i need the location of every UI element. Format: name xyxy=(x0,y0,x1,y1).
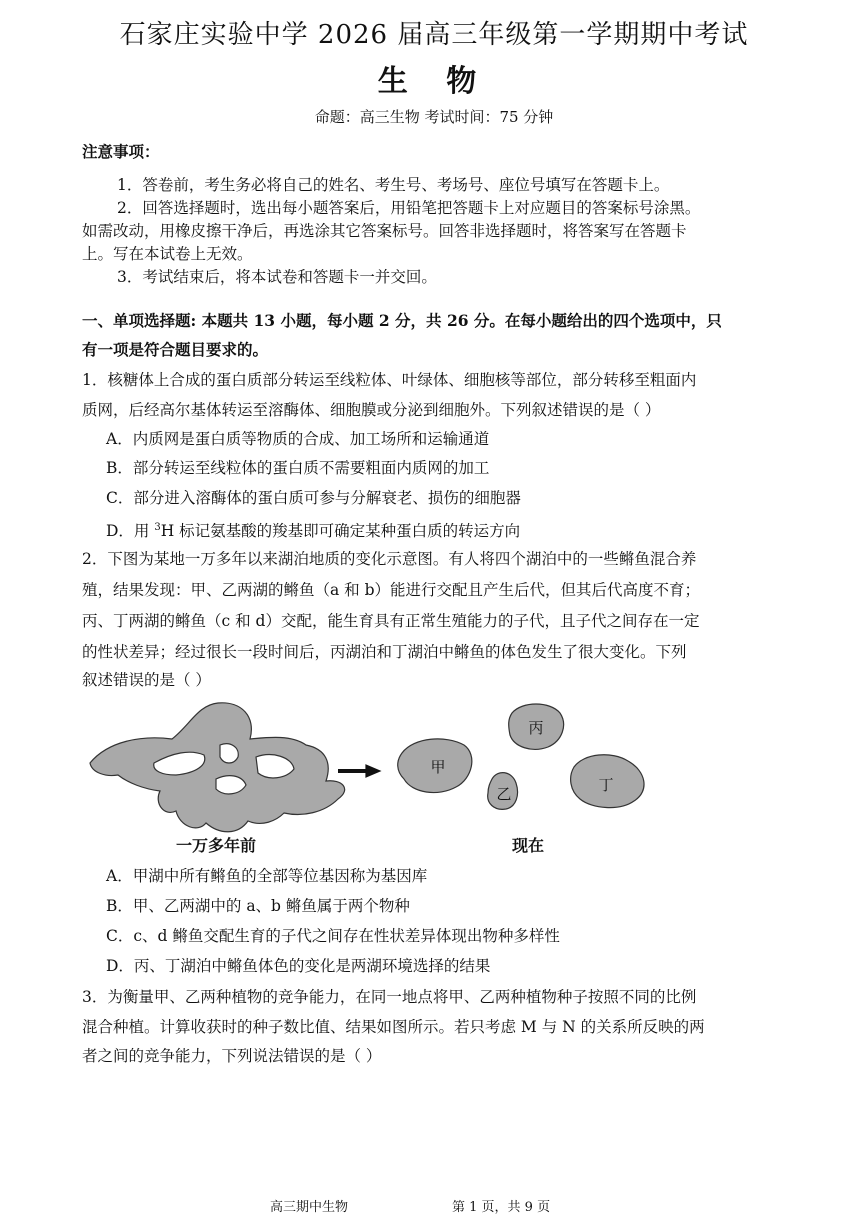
section-heading: 一、单项选择题: 本题共 13 小题，每小题 2 分，共 26 分。在每小题给出的四个选项中，只 xyxy=(82,311,722,330)
isotope-superscript: 3 xyxy=(154,522,161,533)
question-1-option-c: C．部分进入溶酶体的蛋白质可参与分解衰老、损伤的细胞器 xyxy=(106,489,521,507)
lake-jia-label: 甲 xyxy=(430,758,446,776)
question-2-stem-cont4: 叙述错误的是（ ） xyxy=(82,671,211,689)
lake-ding-label: 丁 xyxy=(598,776,614,794)
ancient-lake-island-2 xyxy=(220,744,238,763)
lake-bing-label: 丙 xyxy=(528,719,544,737)
question-2-option-c: C．c、d 鳉鱼交配生育的子代之间存在性状差异体现出物种多样性 xyxy=(106,927,560,945)
notice-item-3: 3．考试结束后，将本试卷和答题卡一并交回。 xyxy=(117,268,437,286)
section-heading-cont: 有一项是符合题目要求的。 xyxy=(82,340,269,359)
question-2-stem: 2．下图为某地一万多年以来湖泊地质的变化示意图。有人将四个湖泊中的一些鳉鱼混合养 xyxy=(82,550,697,568)
lake-diagram-svg xyxy=(80,695,680,865)
question-1-option-d xyxy=(106,516,520,543)
question-2-option-d: D．丙、丁湖泊中鳉鱼体色的变化是两湖环境选择的结果 xyxy=(106,957,491,975)
notice-item-2: 2．回答选择题时，选出每小题答案后，用铅笔把答题卡上对应题目的答案标号涂黑。 xyxy=(117,199,701,217)
question-1-option-b: B．部分转运至线粒体的蛋白质不需要粗面内质网的加工 xyxy=(106,459,490,477)
caption-past: 一万多年前 xyxy=(176,836,257,855)
question-1-option-a: A．内质网是蛋白质等物质的合成、加工场所和运输通道 xyxy=(106,430,490,448)
question-3-stem-cont1: 混合种植。计算收获时的种子数比值、结果如图所示。若只考虑 M 与 N 的关系所反映的两 xyxy=(82,1018,705,1036)
option-d-prefix: D．用 xyxy=(106,522,155,541)
notice-item-2-cont: 如需改动，用橡皮擦干净后，再选涂其它答案标号。回答非选择题时，将答案写在答题卡 xyxy=(82,222,687,240)
lake-diagram xyxy=(80,695,680,865)
question-1-stem: 1．核糖体上合成的蛋白质部分转运至线粒体、叶绿体、细胞核等部位，部分转移至粗面内 xyxy=(82,371,697,389)
question-2-stem-cont2: 丙、丁两湖的鳉鱼（c 和 d）交配，能生育具有正常生殖能力的子代，且子代之间存在一定 xyxy=(82,612,700,630)
question-3-stem-cont2: 者之间的竞争能力，下列说法错误的是（ ） xyxy=(82,1047,382,1065)
notice-item-1: 1．答卷前，考生务必将自己的姓名、考生号、考场号、座位号填写在答题卡上。 xyxy=(117,176,670,194)
lake-yi-label: 乙 xyxy=(496,785,512,803)
option-d-text: H 标记氨基酸的羧基即可确定某种蛋白质的转运方向 xyxy=(160,522,521,541)
question-2-option-a: A．甲湖中所有鳉鱼的全部等位基因称为基因库 xyxy=(106,867,428,885)
notice-heading: 注意事项： xyxy=(82,142,160,161)
caption-now: 现在 xyxy=(512,836,545,855)
arrow-head xyxy=(366,765,380,777)
notice-item-2-cont2: 上。写在本试卷上无效。 xyxy=(82,245,253,263)
exam-title: 石家庄实验中学 2026 届高三年级第一学期期中考试 xyxy=(119,20,749,50)
footer-course: 高三期中生物 xyxy=(270,1200,349,1215)
question-1-stem-cont: 质网，后经高尔基体转运至溶酶体、细胞膜或分泌到细胞外。下列叙述错误的是（ ） xyxy=(82,401,661,419)
footer-page-number: 第 1 页，共 9 页 xyxy=(452,1200,551,1215)
ancient-lake xyxy=(90,703,345,832)
question-2-stem-cont1: 殖，结果发现：甲、乙两湖的鳉鱼（a 和 b）能进行交配且产生后代，但其后代高度不育； xyxy=(82,581,701,599)
question-3-stem: 3．为衡量甲、乙两种植物的竞争能力，在同一地点将甲、乙两种植物种子按照不同的比例 xyxy=(82,988,697,1006)
exam-meta: 命题：高三生物 考试时间：75 分钟 xyxy=(314,108,554,126)
question-2-option-b: B．甲、乙两湖中的 a、b 鳉鱼属于两个物种 xyxy=(106,897,410,915)
subject-title: 生 物 xyxy=(377,64,491,99)
question-2-stem-cont3: 的性状差异；经过很长一段时间后，丙湖泊和丁湖泊中鳉鱼的体色发生了很大变化。下列 xyxy=(82,643,687,661)
